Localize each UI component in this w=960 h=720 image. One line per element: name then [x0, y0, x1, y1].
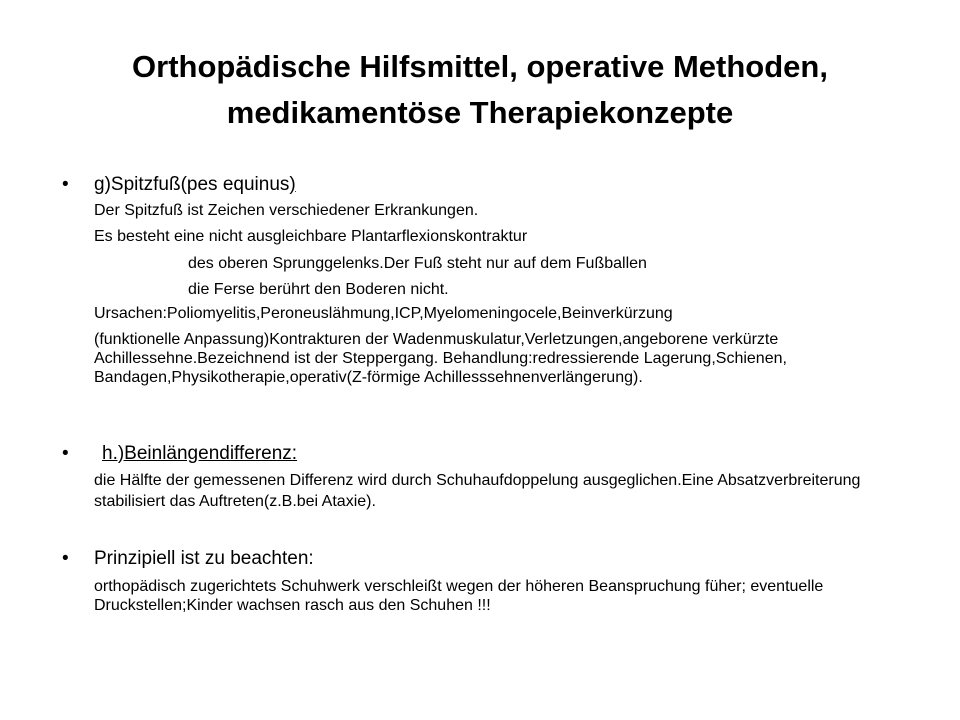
section-prinzipiell-heading: Prinzipiell ist zu beachten:	[94, 548, 314, 569]
bullet-icon: •	[62, 548, 69, 569]
section-spitzfuss-line-2: Es besteht eine nicht ausgleichbare Plantarflexionskontraktur	[94, 228, 528, 245]
section-spitzfuss-line-3: des oberen Sprunggelenks.Der Fuß steht nur auf dem Fußballen	[188, 255, 647, 272]
section-spitzfuss-line-4: die Ferse berührt den Boderen nicht.	[188, 281, 449, 298]
slide-title	[40, 44, 920, 136]
section-spitzfuss-heading	[94, 174, 296, 196]
slide-title-line-1: Orthopädische Hilfsmittel, operative Methoden,	[132, 49, 828, 84]
bullet-icon: •	[62, 174, 69, 195]
slide-title-line-2: medikamentöse Therapiekonzepte	[226, 95, 734, 130]
section-beinlaengendifferenz-heading: h.)Beinlängendifferenz:	[102, 443, 298, 464]
section-prinzipiell-paragraph: orthopädisch zugerichtets Schuhwerk verschleißt wegen der höheren Beanspruchung füher; eventuelle Druckstellen;Kinder wachsen rasch aus den Schuhen !!!	[94, 578, 824, 614]
section-spitzfuss-heading-text: g)Spitzfuß(pes equinus	[94, 174, 290, 195]
section-spitzfuss-line-5: Ursachen:Poliomyelitis,Peroneuslähmung,ICP,Myelomeningocele,Beinverkürzung	[94, 305, 673, 322]
section-spitzfuss-paragraph: (funktionelle Anpassung)Kontrakturen der Wadenmuskulatur,Verletzungen,angeborene verkürzte Achillessehne.Bezeichnend ist der Steppergang. Behandlung:redressierende Lagerung,Schienen, Bandagen,Physikotherapie,operativ(Z-förmige Achillesssehnenverlängerung).	[94, 331, 787, 386]
section-beinlaengendifferenz-paragraph: die Hälfte der gemessenen Differenz wird durch Schuhaufdoppelung ausgeglichen.Eine Absatzverbreiterung stabilisiert das Auftreten(z.B.bei Ataxie).	[94, 472, 861, 510]
bullet-icon: •	[62, 443, 69, 464]
section-spitzfuss-heading-paren: )	[289, 174, 296, 195]
section-spitzfuss-line-1: Der Spitzfuß ist Zeichen verschiedener Erkrankungen.	[94, 202, 479, 219]
